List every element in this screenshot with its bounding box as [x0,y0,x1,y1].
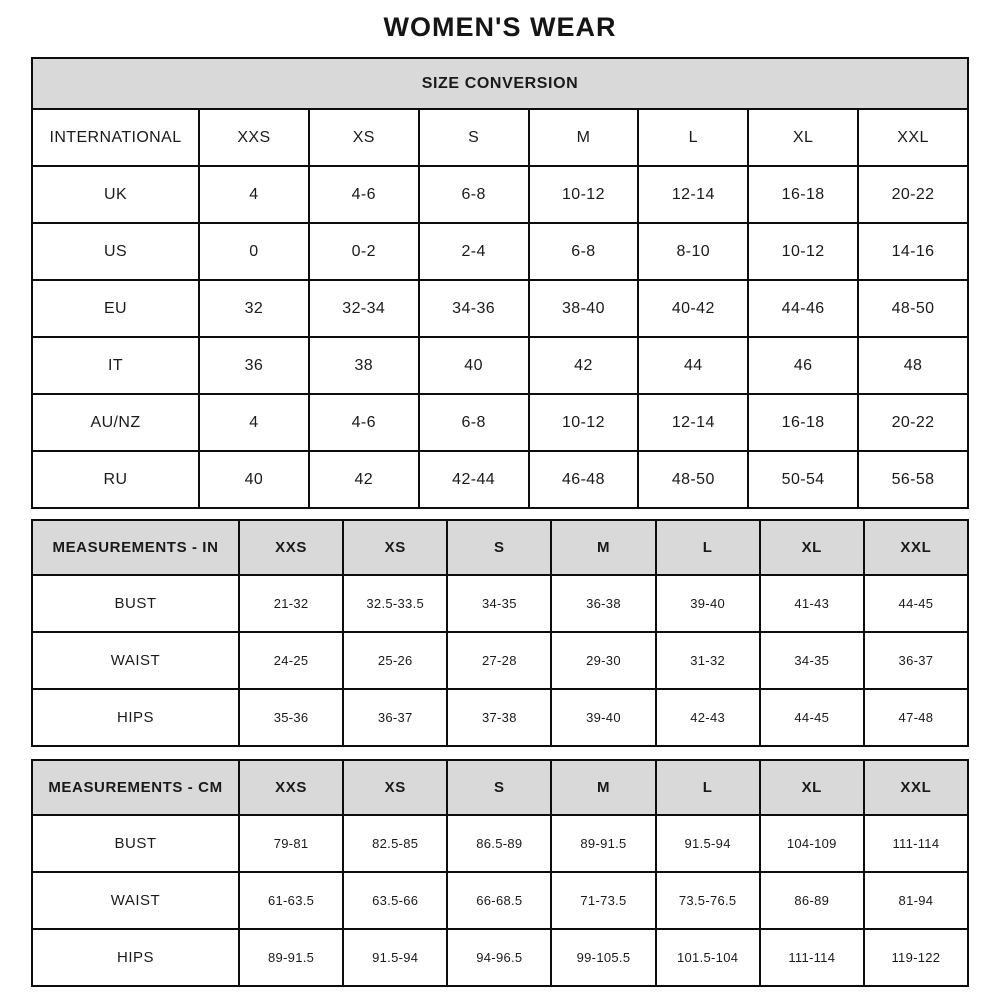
value-cell: 89-91.5 [239,929,343,986]
measurements-cm-table [31,759,969,987]
table-row [32,575,968,632]
value-cell: 44-46 [748,280,858,337]
corner-header-cell: MEASUREMENTS - CM [32,760,239,815]
value-cell: 48 [858,337,968,394]
value-cell: 10-12 [529,166,639,223]
row-label-cell: IT [32,337,199,394]
column-header-cell: L [638,109,748,166]
column-header-cell: XS [343,760,447,815]
value-cell: 34-36 [419,280,529,337]
page-title: WOMEN'S WEAR [383,12,617,42]
value-cell: 39-40 [656,575,760,632]
value-cell: 12-14 [638,394,748,451]
row-label-cell: RU [32,451,199,508]
value-cell: 4-6 [309,166,419,223]
value-cell: 46-48 [529,451,639,508]
row-label-cell: HIPS [32,929,239,986]
row-label-cell: US [32,223,199,280]
value-cell: 14-16 [858,223,968,280]
value-cell: 37-38 [447,689,551,746]
column-header-cell: S [419,109,529,166]
row-label-cell: EU [32,280,199,337]
table-row [32,872,968,929]
value-cell: 6-8 [419,394,529,451]
table-row [32,815,968,872]
row-label-cell: WAIST [32,632,239,689]
value-cell: 73.5-76.5 [656,872,760,929]
value-cell: 42 [529,337,639,394]
column-header-cell: XXL [864,760,968,815]
value-cell: 39-40 [551,689,655,746]
column-header-cell: S [447,520,551,575]
value-cell: 24-25 [239,632,343,689]
row-label-cell: UK [32,166,199,223]
value-cell: 56-58 [858,451,968,508]
value-cell: 63.5-66 [343,872,447,929]
column-header-cell: L [656,760,760,815]
table-row [32,280,968,337]
column-header-cell: XXL [864,520,968,575]
value-cell: 0-2 [309,223,419,280]
value-cell: 32-34 [309,280,419,337]
value-cell: 31-32 [656,632,760,689]
value-cell: 91.5-94 [656,815,760,872]
value-cell: 44-45 [760,689,864,746]
table-row [32,451,968,508]
column-header-cell: XS [343,520,447,575]
value-cell: 36-37 [343,689,447,746]
value-cell: 20-22 [858,166,968,223]
value-cell: 46 [748,337,858,394]
value-cell: 94-96.5 [447,929,551,986]
value-cell: 40 [419,337,529,394]
value-cell: 6-8 [529,223,639,280]
table-row [32,632,968,689]
value-cell: 29-30 [551,632,655,689]
value-cell: 34-35 [447,575,551,632]
value-cell: 16-18 [748,166,858,223]
value-cell: 111-114 [760,929,864,986]
column-header-cell: XXS [239,760,343,815]
value-cell: 4 [199,394,309,451]
value-cell: 50-54 [748,451,858,508]
row-label-cell: BUST [32,575,239,632]
value-cell: 36-38 [551,575,655,632]
value-cell: 4-6 [309,394,419,451]
value-cell: 48-50 [858,280,968,337]
column-header-cell: L [656,520,760,575]
value-cell: 8-10 [638,223,748,280]
column-header-cell: XXS [239,520,343,575]
value-cell: 38 [309,337,419,394]
value-cell: 101.5-104 [656,929,760,986]
value-cell: 99-105.5 [551,929,655,986]
column-header-cell: S [447,760,551,815]
row-label-cell: AU/NZ [32,394,199,451]
value-cell: 10-12 [748,223,858,280]
value-cell: 32.5-33.5 [343,575,447,632]
value-cell: 81-94 [864,872,968,929]
corner-header-cell: MEASUREMENTS - IN [32,520,239,575]
table-row [32,223,968,280]
value-cell: 48-50 [638,451,748,508]
row-label-cell: BUST [32,815,239,872]
value-cell: 111-114 [864,815,968,872]
value-cell: 32 [199,280,309,337]
column-header-cell: XL [760,760,864,815]
value-cell: 38-40 [529,280,639,337]
column-header-cell: XS [309,109,419,166]
row-label-cell: WAIST [32,872,239,929]
table-row [32,166,968,223]
column-header-cell: M [551,760,655,815]
value-cell: 36 [199,337,309,394]
value-cell: 44 [638,337,748,394]
value-cell: 12-14 [638,166,748,223]
value-cell: 47-48 [864,689,968,746]
row-label-cell: HIPS [32,689,239,746]
corner-header-cell: INTERNATIONAL [32,109,199,166]
value-cell: 40 [199,451,309,508]
value-cell: 27-28 [447,632,551,689]
value-cell: 42-43 [656,689,760,746]
value-cell: 66-68.5 [447,872,551,929]
column-header-cell: XL [748,109,858,166]
column-header-cell: XXL [858,109,968,166]
size-conversion-table [31,57,969,509]
value-cell: 4 [199,166,309,223]
value-cell: 79-81 [239,815,343,872]
value-cell: 89-91.5 [551,815,655,872]
value-cell: 44-45 [864,575,968,632]
value-cell: 61-63.5 [239,872,343,929]
value-cell: 42 [309,451,419,508]
value-cell: 36-37 [864,632,968,689]
value-cell: 25-26 [343,632,447,689]
value-cell: 40-42 [638,280,748,337]
value-cell: 42-44 [419,451,529,508]
value-cell: 2-4 [419,223,529,280]
column-header-cell: M [529,109,639,166]
table-row [32,337,968,394]
table-row [32,394,968,451]
table-row [32,689,968,746]
value-cell: 82.5-85 [343,815,447,872]
table-row [32,929,968,986]
value-cell: 34-35 [760,632,864,689]
value-cell: 0 [199,223,309,280]
value-cell: 86-89 [760,872,864,929]
table-banner: SIZE CONVERSION [32,58,968,109]
value-cell: 71-73.5 [551,872,655,929]
value-cell: 20-22 [858,394,968,451]
value-cell: 16-18 [748,394,858,451]
value-cell: 35-36 [239,689,343,746]
value-cell: 10-12 [529,394,639,451]
column-header-cell: XL [760,520,864,575]
measurements-in-table [31,519,969,747]
value-cell: 6-8 [419,166,529,223]
value-cell: 104-109 [760,815,864,872]
column-header-cell: M [551,520,655,575]
value-cell: 119-122 [864,929,968,986]
value-cell: 86.5-89 [447,815,551,872]
column-header-cell: XXS [199,109,309,166]
value-cell: 21-32 [239,575,343,632]
value-cell: 41-43 [760,575,864,632]
value-cell: 91.5-94 [343,929,447,986]
